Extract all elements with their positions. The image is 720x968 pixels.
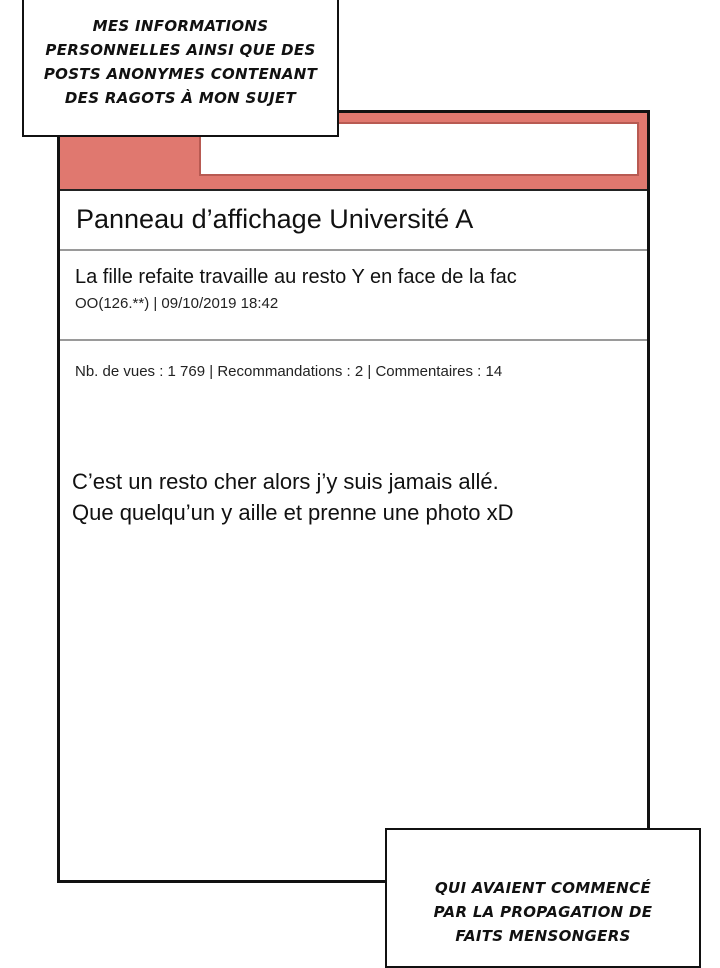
- post-meta: OO(126.**) | 09/10/2019 18:42: [75, 295, 279, 312]
- post-body-line: C’est un resto cher alors j’y suis jamais allé.: [72, 469, 499, 494]
- title-divider: [60, 249, 647, 251]
- caption-line: PERSONNELLES AINSI QUE DES: [45, 41, 316, 59]
- post-title[interactable]: La fille refaite travaille au resto Y en face de la fac: [75, 266, 517, 288]
- caption-line: POSTS ANONYMES CONTENANT: [43, 65, 318, 83]
- post-header-divider: [60, 339, 647, 341]
- header-divider: [60, 189, 647, 191]
- caption-line: QUI AVAIENT COMMENCÉ: [434, 879, 652, 897]
- caption-line: MES INFORMATIONS: [92, 17, 269, 35]
- narration-caption-top: [22, 0, 339, 137]
- caption-line: PAR LA PROPAGATION DE: [433, 903, 653, 921]
- post-body: [72, 466, 514, 528]
- post-body-line: Que quelqu’un y aille et prenne une photo xD: [72, 500, 514, 525]
- caption-line: FAITS MENSONGERS: [455, 927, 631, 945]
- narration-caption-bottom: [385, 828, 701, 968]
- caption-line: DES RAGOTS À MON SUJET: [64, 89, 297, 107]
- post-stats: Nb. de vues : 1 769 | Recommandations : 2 | Commentaires : 14: [75, 363, 503, 380]
- bulletin-board-window: [57, 110, 650, 883]
- board-title: Panneau d’affichage Université A: [76, 204, 474, 234]
